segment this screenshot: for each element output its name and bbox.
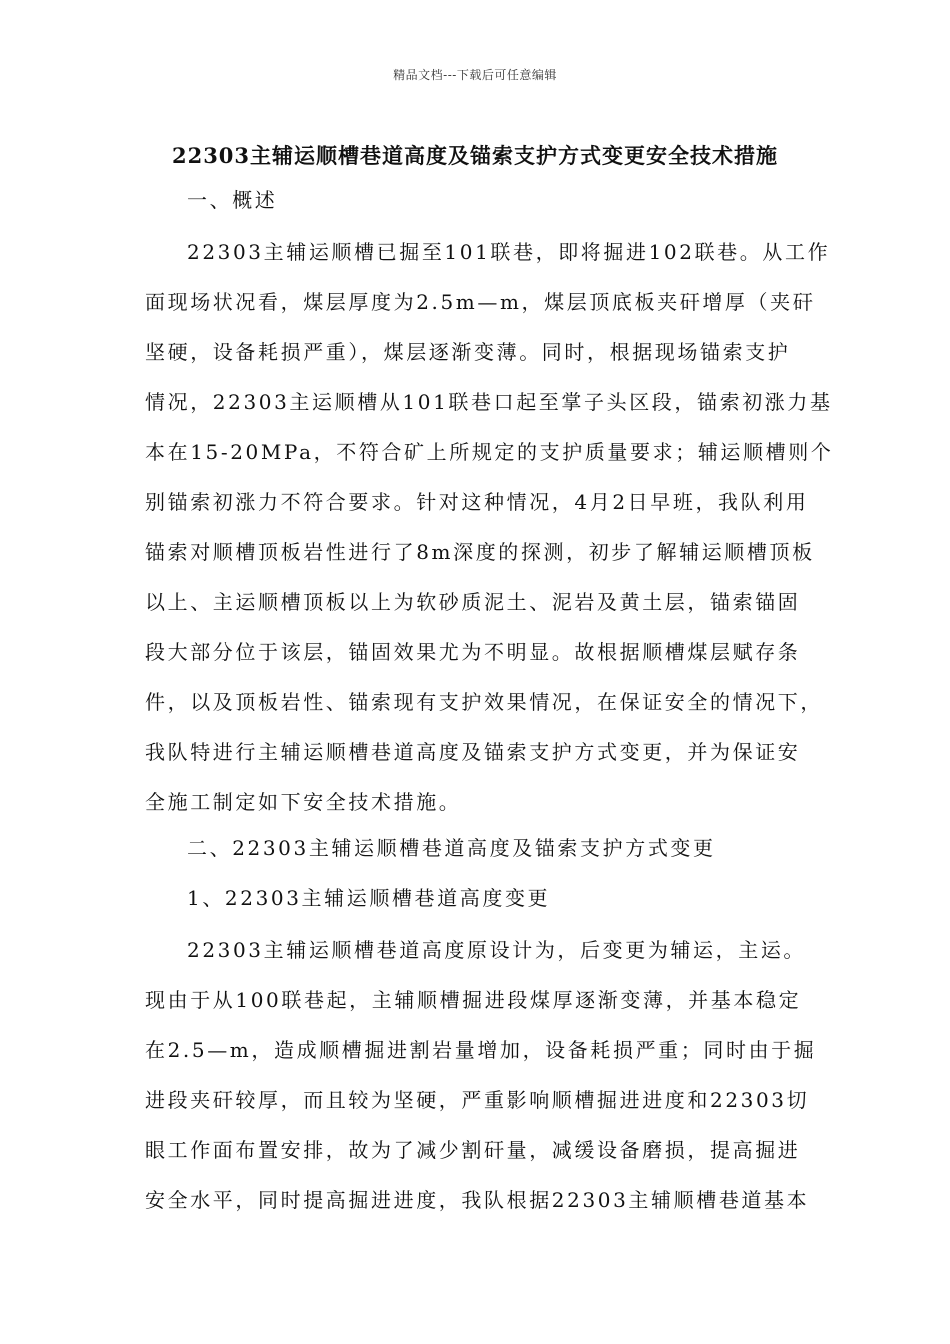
section-heading-change: 二、22303主辅运顺槽巷道高度及锚索支护方式变更 bbox=[187, 836, 716, 860]
paragraph-line: 眼工作面布置安排，故为了减少割矸量，减缓设备磨损，提高掘进 bbox=[145, 1138, 801, 1162]
paragraph-line: 全施工制定如下安全技术措施。 bbox=[145, 790, 462, 814]
paragraph-line: 情况，22303主运顺槽从101联巷口起至掌子头区段，锚索初涨力基 bbox=[145, 390, 833, 414]
paragraph-line: 本在15-20MPa，不符合矿上所规定的支护质量要求；辅运顺槽则个 bbox=[145, 440, 834, 464]
paragraph-line: 面现场状况看，煤层厚度为2.5m—m，煤层顶底板夹矸增厚（夹矸 bbox=[145, 290, 816, 314]
paragraph-line: 坚硬，设备耗损严重），煤层逐渐变薄。同时，根据现场锚索支护 bbox=[145, 340, 791, 364]
subsection-heading-height: 1、22303主辅运顺槽巷道高度变更 bbox=[187, 886, 551, 910]
paragraph-line: 在2.5—m，造成顺槽掘进割岩量增加，设备耗损严重；同时由于掘 bbox=[145, 1038, 817, 1062]
paragraph-line: 段大部分位于该层，锚固效果尤为不明显。故根据顺槽煤层赋存条 bbox=[145, 640, 801, 664]
page-header-note: 精品文档---下载后可任意编辑 bbox=[393, 68, 557, 82]
paragraph-line: 件，以及顶板岩性、锚索现有支护效果情况，在保证安全的情况下， bbox=[145, 690, 823, 714]
paragraph-line: 现由于从100联巷起，主辅顺槽掘进段煤厚逐渐变薄，并基本稳定 bbox=[145, 988, 802, 1012]
document-title: 22303主辅运顺槽巷道高度及锚索支护方式变更安全技术措施 bbox=[171, 143, 779, 168]
paragraph-line: 我队特进行主辅运顺槽巷道高度及锚索支护方式变更，并为保证安 bbox=[145, 740, 801, 764]
paragraph-line: 安全水平，同时提高掘进进度，我队根据22303主辅顺槽巷道基本 bbox=[145, 1188, 810, 1212]
paragraph-line: 锚索对顺槽顶板岩性进行了8m深度的探测，初步了解辅运顺槽顶板 bbox=[145, 540, 815, 564]
paragraph-line: 22303主辅运顺槽巷道高度原设计为，后变更为辅运，主运。 bbox=[187, 938, 807, 962]
paragraph-line: 别锚索初涨力不符合要求。针对这种情况，4月2日早班，我队利用 bbox=[145, 490, 809, 514]
paragraph-line: 进段夹矸较厚，而且较为坚硬，严重影响顺槽掘进进度和22303切 bbox=[145, 1088, 810, 1112]
paragraph-line: 以上、主运顺槽顶板以上为软砂质泥土、泥岩及黄土层，锚索锚固 bbox=[145, 590, 801, 614]
paragraph-line: 22303主辅运顺槽已掘至101联巷，即将掘进102联巷。从工作 bbox=[187, 240, 831, 264]
section-heading-overview: 一、概述 bbox=[187, 188, 278, 212]
